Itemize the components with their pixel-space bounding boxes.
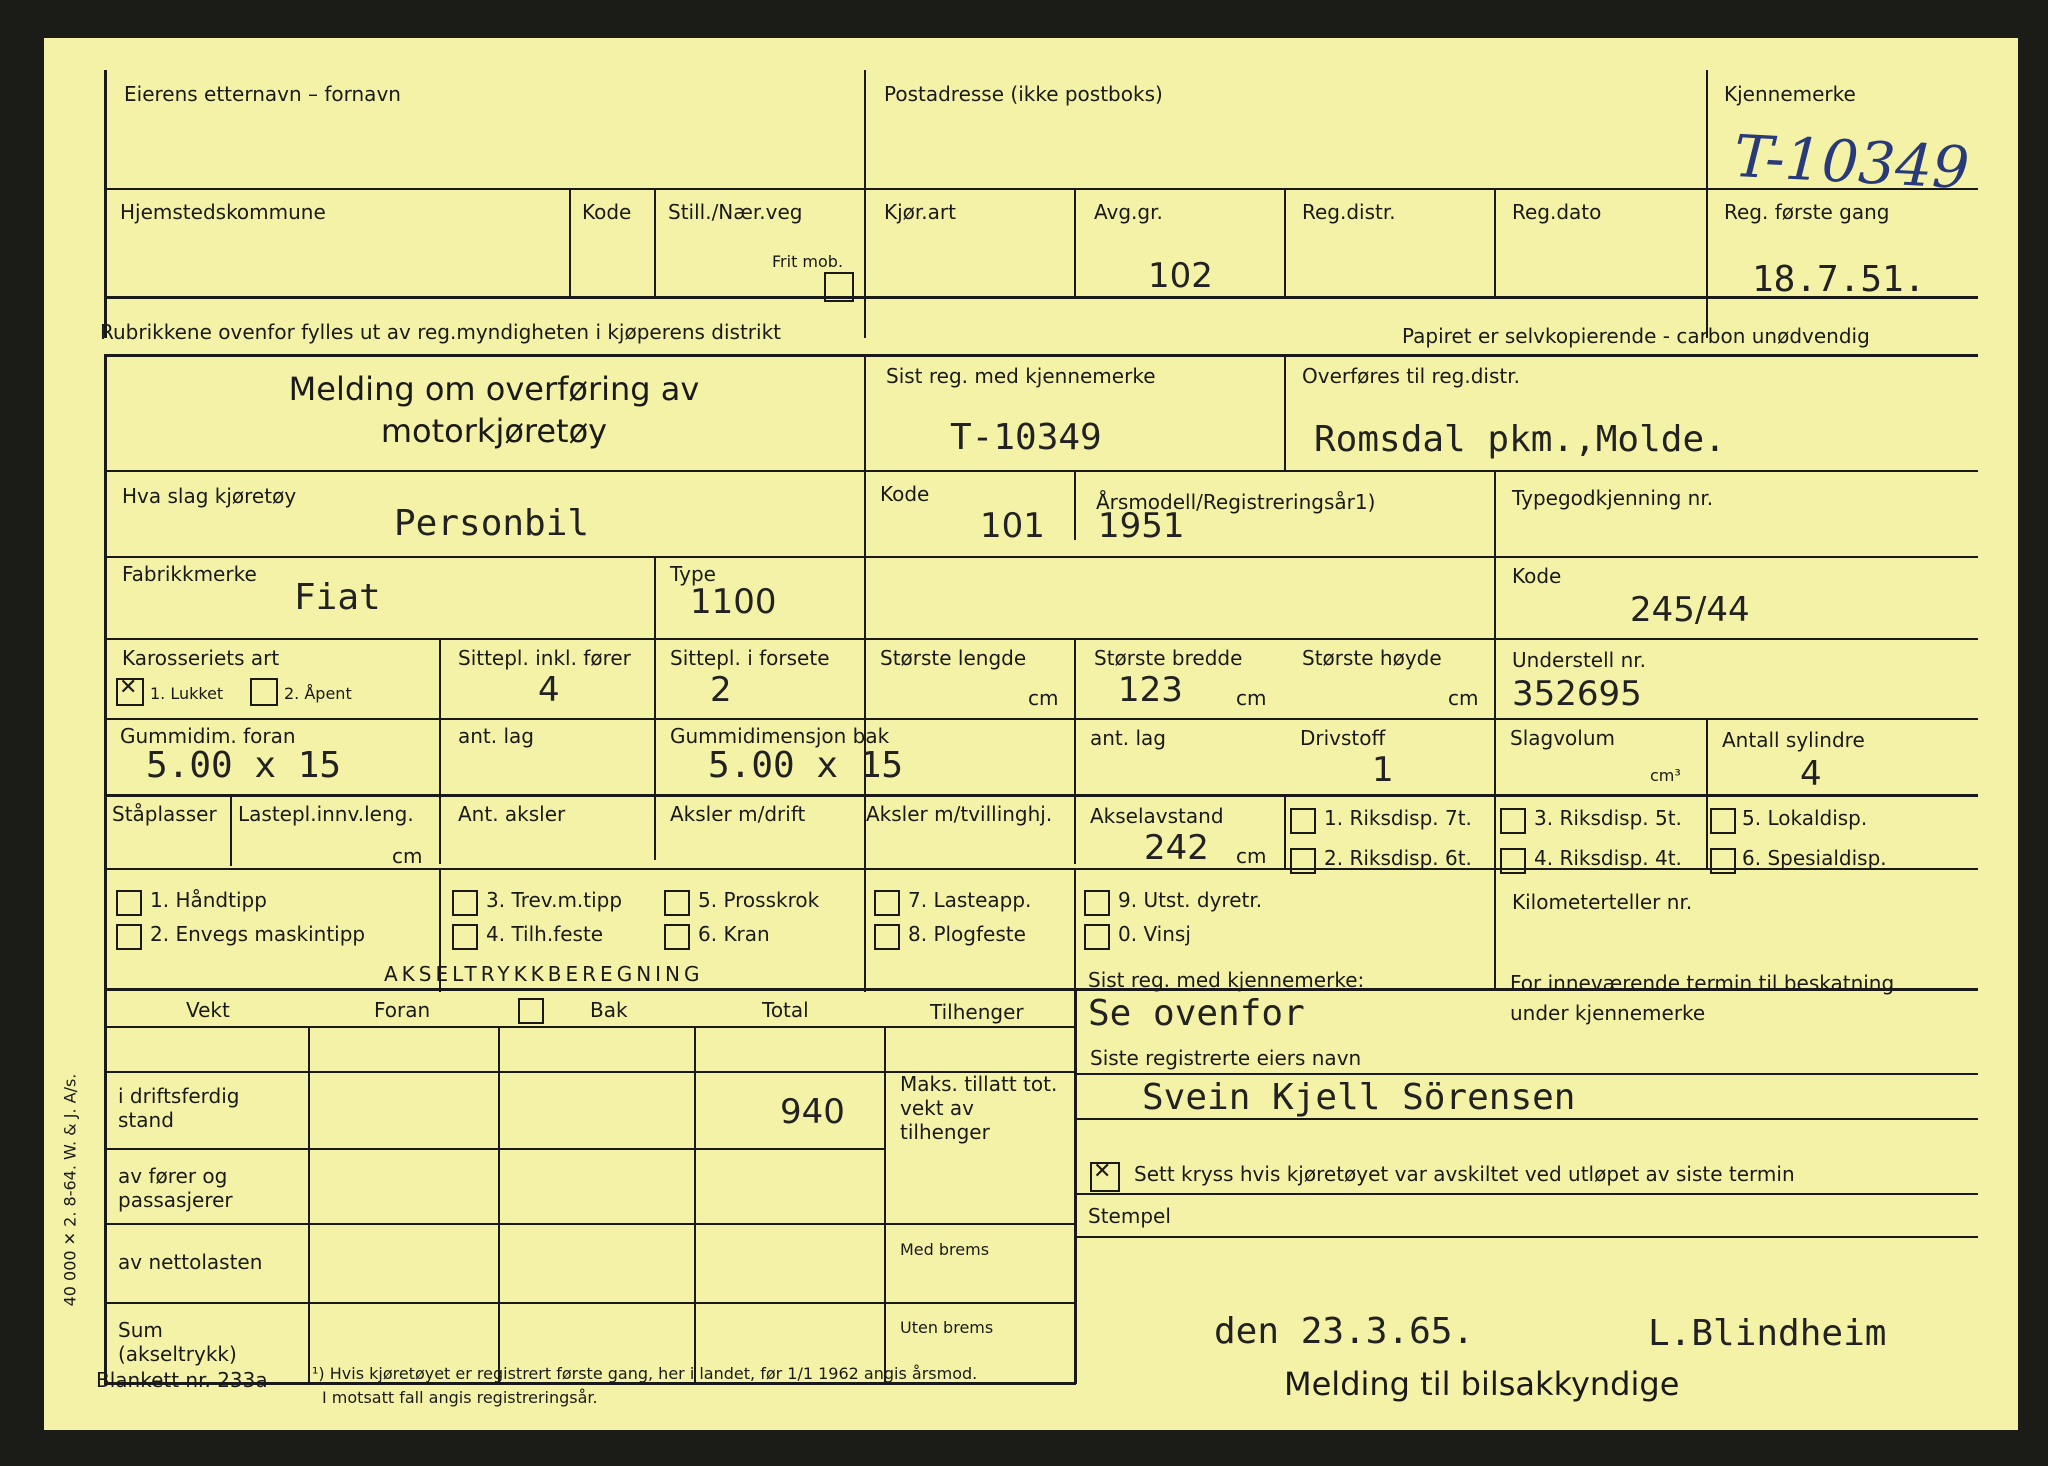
body-type-label: Karosseriets art — [122, 646, 280, 670]
reg-date-label: Reg.dato — [1512, 200, 1602, 224]
max-height-label: Største høyde — [1302, 646, 1442, 670]
registration-form-card — [44, 38, 2018, 1430]
height-unit: cm — [1448, 686, 1479, 710]
home-municipality-label: Hjemstedskommune — [120, 200, 326, 224]
manufacturer-value: Fiat — [294, 577, 381, 618]
winch-label: 0. Vinsj — [1118, 922, 1191, 946]
free-mob-label: Frit mob. — [772, 252, 844, 271]
registration-plate-label: Kjennemerke — [1724, 82, 1856, 106]
last-plate-value: Se ovenfor — [1088, 993, 1305, 1034]
seats-label: Sittepl. inkl. fører — [458, 646, 631, 670]
col-weight: Vekt — [186, 998, 230, 1022]
open-body-checkbox[interactable] — [250, 678, 278, 706]
local-disp-label: 5. Lokaldisp. — [1742, 806, 1868, 830]
footnote-2: I motsatt fall angis registreringsår. — [322, 1388, 598, 1407]
col-trailer: Tilhenger — [930, 1000, 1024, 1024]
with-brakes-label: Med brems — [900, 1240, 990, 1259]
first-reg-value: 18.7.51. — [1752, 259, 1926, 300]
cylinders-value: 4 — [1800, 754, 1822, 794]
standing-places-label: Ståplasser — [112, 802, 217, 826]
length-unit: cm — [1028, 686, 1059, 710]
first-reg-label: Reg. første gang — [1724, 200, 1890, 224]
displacement-label: Slagvolum — [1510, 726, 1615, 750]
fuel-label: Drivstoff — [1300, 726, 1386, 750]
cargo-length-unit: cm — [392, 844, 423, 868]
without-brakes-label: Uten brems — [900, 1318, 994, 1337]
odometer-label: Kilometerteller nr. — [1512, 890, 1693, 914]
one-way-tipper-checkbox[interactable] — [116, 924, 142, 950]
chassis-value: 352695 — [1512, 674, 1642, 714]
loader-checkbox[interactable] — [874, 890, 900, 916]
plough-mount-label: 8. Plogfeste — [908, 922, 1026, 946]
trailer-hitch-label: 4. Tilh.feste — [486, 922, 604, 946]
tax-group-label: Avg.gr. — [1094, 200, 1163, 224]
drive-axles-label: Aksler m/drift — [670, 802, 806, 826]
seats-value: 4 — [538, 670, 560, 710]
postal-address-label: Postadresse (ikke postboks) — [884, 82, 1163, 106]
wheelbase-unit: cm — [1236, 844, 1267, 868]
front-tyre-label: Gummidim. foran — [120, 724, 296, 748]
vehicle-kind-label: Hva slag kjøretøy — [122, 484, 297, 508]
axle-load-header: AKSELTRYKKBEREGNING — [384, 962, 704, 986]
cylinders-label: Antall sylindre — [1722, 728, 1865, 752]
wheelbase-value: 242 — [1144, 828, 1209, 868]
trailer-hitch-checkbox[interactable] — [452, 924, 478, 950]
footnote-1: ¹) Hvis kjøretøyet er registrert første gang, her i landet, før 1/1 1962 angis årsmod. — [312, 1364, 978, 1383]
model-type-value: 1100 — [690, 582, 777, 622]
stamp-label: Stempel — [1088, 1204, 1171, 1228]
rear-tyre-label: Gummidimensjon bak — [670, 724, 890, 748]
crane-label: 6. Kran — [698, 922, 770, 946]
riksdisp-5t-label: 3. Riksdisp. 5t. — [1534, 806, 1682, 830]
crane-checkbox[interactable] — [664, 924, 690, 950]
rear-ply-label: ant. lag — [1090, 726, 1166, 750]
loader-label: 7. Lasteapp. — [908, 888, 1032, 912]
code-label: Kode — [582, 200, 632, 224]
type-code-value: 245/44 — [1630, 590, 1750, 630]
deregistered-checkbox[interactable] — [1090, 1162, 1120, 1192]
registration-plate-handwritten: T-10349 — [1732, 121, 1971, 203]
deregistered-label: Sett kryss hvis kjøretøyet var avskiltet ved utløpet av siste termin — [1134, 1162, 1795, 1186]
hand-tipper-label: 1. Håndtipp — [150, 888, 267, 912]
row-driver: av fører og passasjerer — [118, 1164, 233, 1212]
trailer-max-weight: Maks. tillatt tot. vekt av tilhenger — [900, 1072, 1058, 1144]
plough-mount-checkbox[interactable] — [874, 924, 900, 950]
riksdisp-5t-checkbox[interactable] — [1500, 808, 1526, 834]
riksdisp-6t-label: 2. Riksdisp. 6t. — [1324, 846, 1472, 870]
trev-tipper-checkbox[interactable] — [452, 890, 478, 916]
special-disp-checkbox[interactable] — [1710, 848, 1736, 874]
rear-checkbox[interactable] — [518, 998, 544, 1024]
closed-body-checkbox[interactable] — [116, 678, 144, 706]
special-disp-label: 6. Spesialdisp. — [1742, 846, 1887, 870]
axle-count-label: Ant. aksler — [458, 802, 566, 826]
bale-hook-checkbox[interactable] — [664, 890, 690, 916]
rear-tyre-value: 5.00 x 15 — [708, 745, 904, 786]
max-length-label: Største lengde — [880, 646, 1027, 670]
row-operating: i driftsferdig stand — [118, 1084, 240, 1132]
riksdisp-4t-checkbox[interactable] — [1500, 848, 1526, 874]
form-title-line2: motorkjøretøy — [380, 412, 608, 450]
winch-checkbox[interactable] — [1084, 924, 1110, 950]
front-seats-value: 2 — [710, 670, 732, 710]
print-code: 40 000 ✕ 2. 8-64. W. & J. A/s. — [60, 1073, 80, 1307]
form-number: Blankett nr. 233a — [96, 1368, 268, 1392]
inspector-notice: Melding til bilsakkyndige — [1284, 1365, 1680, 1403]
cargo-length-label: Lastepl.innv.leng. — [238, 802, 414, 826]
kind-code-value: 101 — [980, 506, 1045, 546]
date-value: den 23.3.65. — [1214, 1311, 1475, 1352]
model-year-label: Årsmodell/Registreringsår1) — [1096, 490, 1376, 514]
model-type-label: Type — [670, 562, 716, 586]
signature-value: L.Blindheim — [1648, 1313, 1887, 1354]
last-owner-value: Svein Kjell Sörensen — [1142, 1077, 1576, 1118]
max-width-value: 123 — [1118, 670, 1183, 710]
transfer-district-value: Romsdal pkm.,Molde. — [1314, 419, 1726, 460]
last-owner-label: Siste registrerte eiers navn — [1090, 1046, 1362, 1070]
riksdisp-6t-checkbox[interactable] — [1290, 848, 1316, 874]
kind-code-label: Kode — [880, 482, 930, 506]
closed-body-label: 1. Lukket — [150, 684, 224, 703]
last-reg-plate-value: T-10349 — [950, 417, 1102, 458]
type-approval-label: Typegodkjenning nr. — [1512, 486, 1714, 510]
riksdisp-4t-label: 4. Riksdisp. 4t. — [1534, 846, 1682, 870]
wheelbase-label: Akselavstand — [1090, 804, 1224, 828]
riksdisp-7t-checkbox[interactable] — [1290, 808, 1316, 834]
width-unit: cm — [1236, 686, 1267, 710]
front-ply-label: ant. lag — [458, 724, 534, 748]
animal-transport-checkbox[interactable] — [1084, 890, 1110, 916]
front-tyre-value: 5.00 x 15 — [146, 745, 342, 786]
last-reg-plate-label: Sist reg. med kjennemerke — [886, 364, 1156, 388]
reg-district-label: Reg.distr. — [1302, 200, 1396, 224]
form-title — [174, 368, 814, 452]
one-way-tipper-label: 2. Envegs maskintipp — [150, 922, 366, 946]
owner-name-label: Eierens etternavn – fornavn — [124, 82, 401, 106]
local-disp-checkbox[interactable] — [1710, 808, 1736, 834]
trev-tipper-label: 3. Trev.m.tipp — [486, 888, 623, 912]
note-left: Rubrikkene ovenfor fylles ut av reg.myndigheten i kjøperens distrikt — [100, 320, 781, 344]
model-year-value: 1951 — [1098, 506, 1185, 546]
free-mob-checkbox[interactable] — [824, 272, 854, 302]
animal-transport-label: 9. Utst. dyretr. — [1118, 888, 1263, 912]
hand-tipper-checkbox[interactable] — [116, 890, 142, 916]
current-term-label: For inneværende termin til beskatning under kjennemerke — [1510, 971, 1895, 1025]
note-right: Papiret er selvkopierende - carbon unødvendig — [1402, 324, 1870, 348]
total-value: 940 — [780, 1092, 845, 1132]
riksdisp-7t-label: 1. Riksdisp. 7t. — [1324, 806, 1472, 830]
vehicle-kind-value: Personbil — [394, 503, 590, 544]
form-title-line1: Melding om overføring av — [288, 370, 700, 408]
twin-wheel-axles-label: Aksler m/tvillinghj. — [866, 802, 1053, 826]
front-seats-label: Sittepl. i forsete — [670, 646, 830, 670]
row-sum: Sum (akseltrykk) — [118, 1318, 237, 1366]
chassis-label: Understell nr. — [1512, 648, 1646, 672]
transfer-district-label: Overføres til reg.distr. — [1302, 364, 1520, 388]
manufacturer-label: Fabrikkmerke — [122, 562, 257, 586]
open-body-label: 2. Åpent — [284, 684, 352, 703]
position-label: Still./Nær.veg — [668, 200, 803, 224]
max-width-label: Største bredde — [1094, 646, 1243, 670]
type-code-label: Kode — [1512, 564, 1562, 588]
last-plate-label: Sist reg. med kjennemerke: — [1088, 968, 1365, 992]
col-total: Total — [762, 998, 809, 1022]
displacement-unit: cm³ — [1650, 766, 1681, 785]
fuel-value: 1 — [1372, 750, 1394, 790]
tax-group-value: 102 — [1148, 256, 1213, 296]
row-net-load: av nettolasten — [118, 1250, 263, 1274]
bale-hook-label: 5. Prosskrok — [698, 888, 820, 912]
col-front: Foran — [374, 998, 431, 1022]
vehicle-type-code-label: Kjør.art — [884, 200, 956, 224]
col-rear: Bak — [590, 998, 628, 1022]
